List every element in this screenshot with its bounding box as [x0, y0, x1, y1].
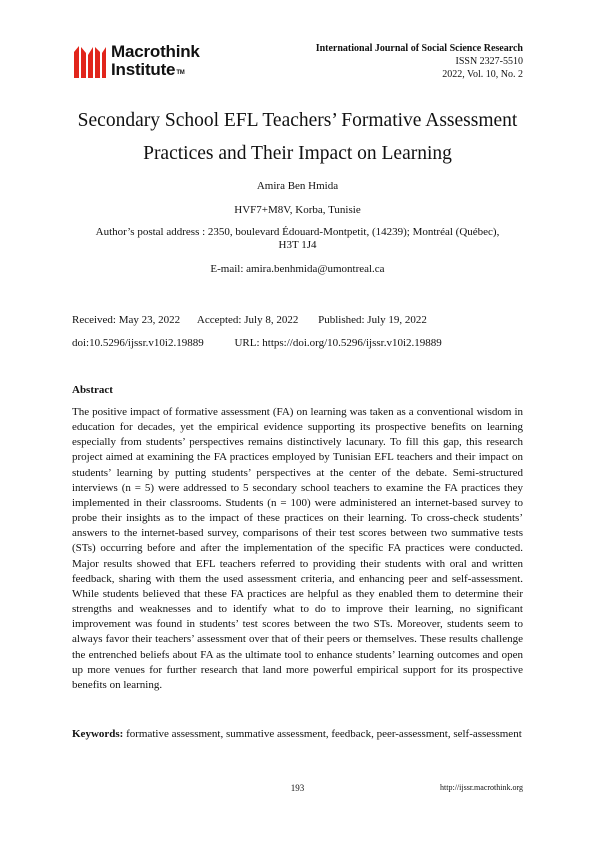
publisher-logo: [72, 43, 232, 79]
author-postal-line-2: H3T 1J4: [278, 239, 317, 251]
keywords-text: formative assessment, summative assessment, feedback, peer-assessment, self-assessment: [126, 728, 522, 740]
publication-dates: [72, 314, 523, 327]
logo-line-1: Macrothink: [111, 42, 200, 61]
doi: doi:10.5296/ijssr.v10i2.19889: [72, 337, 204, 349]
abstract-heading: Abstract: [72, 384, 113, 396]
abstract-body: The positive impact of formative assessment (FA) on learning was taken as a conventional wisdom in education for decades, yet the empirical evidence supporting its prospective benefits on learning especially from students’ perspectives remains distinctively lacunary. To fill this gap, this research project aimed at examining the FA practices employed by Tunisian EFL teachers and their impact on students’ learning by putting students’ perspectives at the center of the debate. Semi-structured interviews (n = 5) were addressed to 5 secondary school teachers to examine the FA practices they implemented in their classrooms. Students (n = 100) were administered an internet-based survey to probe their insights as to the impact of these practices on their learning. To cross-check students’ answers to the internet-based survey, comparisons of their test scores between two summative tests (STs) occurring before and after the implementation of the specific FA practices were conducted. Major results showed that EFL teachers referred to providing their students with oral and written feedback, sharing with them the used assessment criteria, and enhancing peer and self-assessment. While students believed that these FA practices are helpful as they enabled them to determine their strengths and weaknesses and to identify what to do to improve their learning, no significant improvement was found in students’ test scores between the two STs. Moreover, students seem to always favor their teachers’ assessment over that of their peers or themselves. These results challenge the entrenched beliefs about FA as the ultimate tool to enhance students’ learning outcomes and open up more venues for further research that land more powerful empirical support for its prospective benefits on learning.: [72, 406, 523, 691]
title-line-2: Practices and Their Impact on Learning: [143, 143, 452, 164]
published-date: Published: July 19, 2022: [318, 314, 427, 326]
article-url-link[interactable]: URL: https://doi.org/10.5296/ijssr.v10i2.19889: [234, 337, 442, 349]
journal-website-link[interactable]: http://ijssr.macrothink.org: [440, 783, 523, 792]
logo-wordmark: [111, 43, 200, 79]
journal-name: International Journal of Social Science Research: [315, 43, 523, 54]
macrothink-logo-icon: [72, 43, 108, 78]
title-line-1: Secondary School EFL Teachers’ Formative Assessment: [77, 110, 518, 131]
trademark-mark: TM: [176, 70, 185, 76]
accepted-date: Accepted: July 8, 2022: [196, 314, 299, 326]
author-postal-line-1: Author’s postal address : 2350, boulevard Édouard-Montpetit, (14239); Montréal (Québec),: [95, 226, 500, 238]
journal-issn: ISSN 2327-5510: [455, 56, 523, 67]
journal-volume: 2022, Vol. 10, No. 2: [442, 69, 523, 80]
author-email: E-mail: amira.benhmida@umontreal.ca: [210, 263, 385, 275]
page-number: 193: [290, 783, 305, 793]
journal-info: [316, 42, 523, 81]
paper-title: [60, 104, 535, 170]
author-name: Amira Ben Hmida: [256, 180, 339, 192]
author-address: HVF7+M8V, Korba, Tunisie: [234, 204, 361, 216]
author-block: [72, 180, 523, 276]
logo-line-2: [111, 61, 200, 79]
received-date: Received: May 23, 2022: [72, 314, 181, 326]
article-identifiers: [72, 337, 523, 350]
keywords: [72, 727, 523, 742]
keywords-label: Keywords:: [72, 728, 124, 740]
logo-line-2-text: Institute: [111, 60, 176, 79]
